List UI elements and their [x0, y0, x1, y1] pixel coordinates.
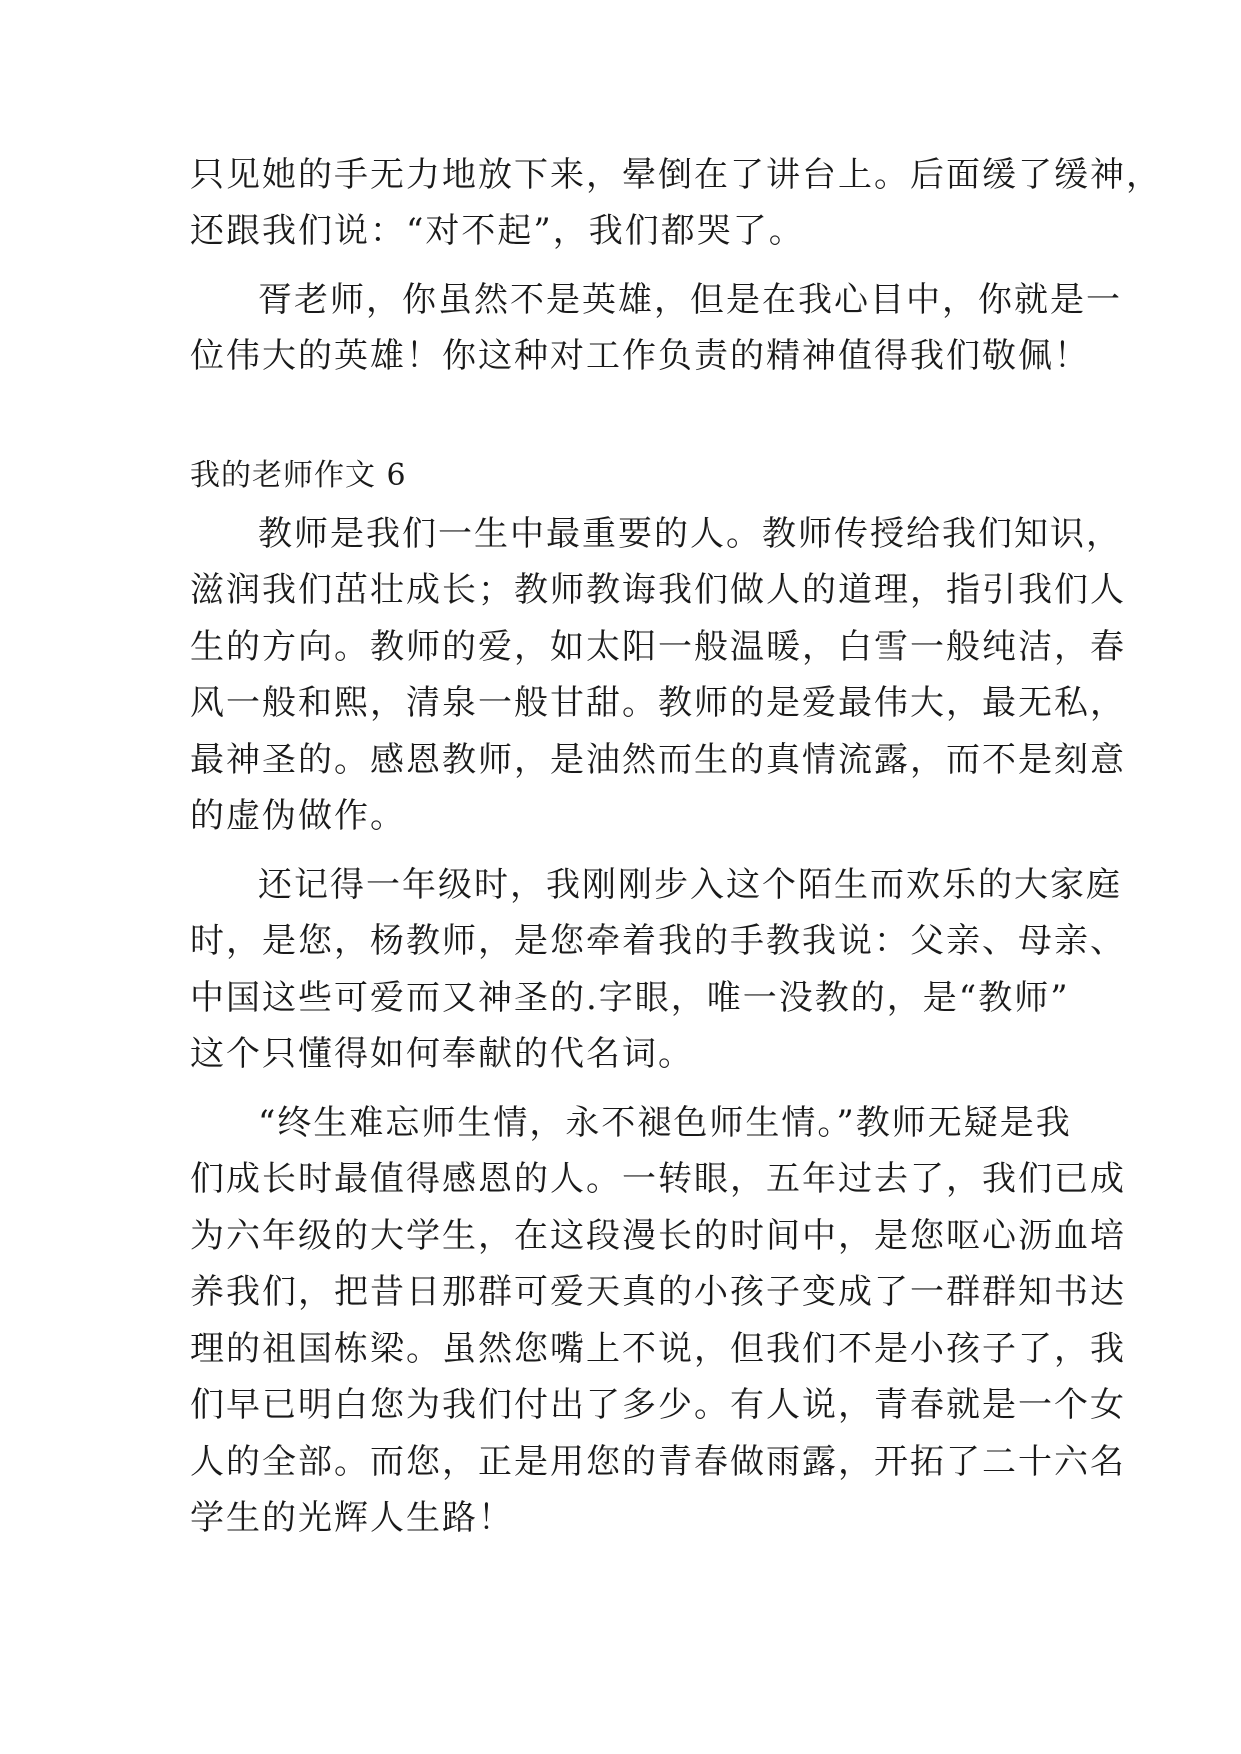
text-line: 的虚伪做作。: [190, 796, 406, 836]
text-line: 人的全部。而您，正是用您的青春做雨露，开拓了二十六名: [190, 1442, 1126, 1482]
text-line: 这个只懂得如何奉献的代名词。: [190, 1034, 694, 1074]
text-line: 还跟我们说：“对不起”，我们都哭了。: [190, 211, 805, 251]
paragraph-start: “终生难忘师生情，永不褪色师生情。”教师无疑是我: [258, 1103, 1072, 1143]
text-line: 只见她的手无力地放下来，晕倒在了讲台上。后面缓了缓神，: [190, 155, 1162, 195]
text-line: 为六年级的大学生，在这段漫长的时间中，是您呕心沥血培: [190, 1216, 1126, 1256]
text-line: 位伟大的英雄！你这种对工作负责的精神值得我们敬佩！: [190, 336, 1090, 376]
text-line: 理的祖国栋梁。虽然您嘴上不说，但我们不是小孩子了，我: [190, 1329, 1126, 1369]
text-line: 最神圣的。感恩教师，是油然而生的真情流露，而不是刻意: [190, 740, 1126, 780]
text-line: 中国这些可爱而又神圣的.字眼，唯一没教的，是“教师”: [190, 978, 1070, 1018]
paragraph-start: 还记得一年级时，我刚刚步入这个陌生而欢乐的大家庭: [258, 865, 1122, 905]
text-line: 生的方向。教师的爱，如太阳一般温暖，白雪一般纯洁，春: [190, 627, 1126, 667]
text-line: 滋润我们茁壮成长；教师教诲我们做人的道理，指引我们人: [190, 570, 1126, 610]
paragraph-start: 胥老师，你虽然不是英雄，但是在我心目中，你就是一: [258, 280, 1122, 320]
text-line: 时，是您，杨教师，是您牵着我的手教我说：父亲、母亲、: [190, 921, 1126, 961]
section-heading: 我的老师作文 6: [190, 458, 407, 493]
paragraph-start: 教师是我们一生中最重要的人。教师传授给我们知识，: [258, 514, 1122, 554]
text-line: 们早已明白您为我们付出了多少。有人说，青春就是一个女: [190, 1385, 1126, 1425]
text-line: 们成长时最值得感恩的人。一转眼，五年过去了，我们已成: [190, 1159, 1126, 1199]
text-line: 学生的光辉人生路！: [190, 1498, 514, 1538]
text-line: 风一般和熙，清泉一般甘甜。教师的是爱最伟大，最无私，: [190, 683, 1126, 723]
text-line: 养我们，把昔日那群可爱天真的小孩子变成了一群群知书达: [190, 1272, 1126, 1312]
